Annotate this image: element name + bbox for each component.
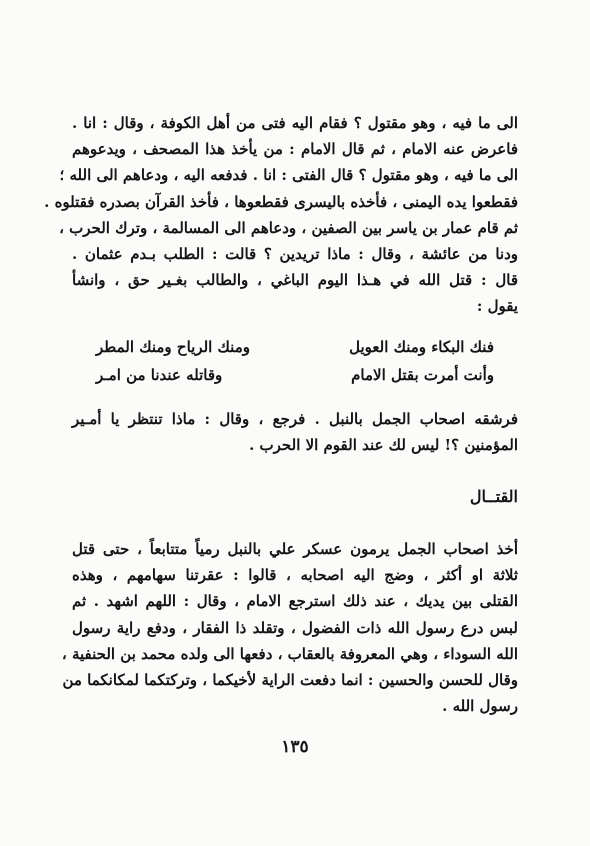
- text-line: يقول :: [476, 297, 518, 316]
- text-line: فرشقه اصحاب الجمل بالنبل . فرجع ، وقال : ماذا تنتظر يا أمـير: [72, 410, 518, 428]
- text-line: رسول الله .: [442, 697, 518, 716]
- verse-first-hemistich: وأنت أمرت بقتل الامام: [351, 366, 494, 384]
- verse-second-hemistich: ومنك الرياح ومنك المطر: [96, 338, 250, 356]
- section-heading: القتــال: [469, 487, 518, 506]
- text-line: ودنا من عائشة ، وقال : ماذا تريدين ؟ قالت : الطلب بـدم عثمان .: [72, 245, 518, 264]
- text-line: الله السوداء ، وهي المعروفة بالعقاب ، دفعها الى ولده محمد بن الحنفية ،: [61, 644, 518, 663]
- text-line: فقطعوا يده اليمنى ، فأخذه باليسرى فقطعوها ، فأخذ القرآن بصدره فقتلوه .: [44, 192, 518, 211]
- verse-first-hemistich: فنك البكاء ومنك العويل: [349, 338, 494, 356]
- paragraph-2: [72, 406, 518, 458]
- text-line: ثم قام عمار بن ياسر بين الصفين ، ودعاهم الى المسالمة ، وترك الحرب ،: [59, 218, 518, 237]
- text-line: الى ما فيه ، وهو مقتول ؟ قال الفتى : انا . فدفعه اليه ، ودعاهم الى الله ؛: [59, 166, 518, 185]
- page-number: ١٣٥: [281, 737, 309, 757]
- text-line: القتلى بين يديك ، عند ذلك استرجع الامام ، وقال : اللهم اشهد . ثم: [72, 592, 518, 611]
- text-line: وقال للحسن والحسين : انما دفعت الراية لأخيكما ، وتركتكما لمكانكما من: [62, 671, 518, 690]
- poem-verse: [96, 333, 494, 361]
- verse-second-hemistich: وقاتله عندنا من امـر: [96, 366, 223, 384]
- text-line: أخذ اصحاب الجمل يرمون عسكر علي بالنبل رمياً متتابعاً ، حتى قتل: [72, 540, 518, 558]
- text-line: المؤمنين ؟! ليس لك عند القوم الا الحرب .: [249, 436, 518, 455]
- paragraph-1: [44, 110, 518, 320]
- text-line: الى ما فيه ، وهو مقتول ؟ فقام اليه فتى من أهل الكوفة ، وقال : انا .: [72, 114, 518, 132]
- poem: [96, 333, 494, 389]
- text-line: لبس درع رسول الله ذات الفضول ، وتقلد ذا الفقار ، ودفع راية رسول: [72, 618, 518, 637]
- paragraph-3: [61, 536, 518, 719]
- text-line: فاعرض عنه الامام ، ثم قال الامام : من يأخذ هذا المصحف ، ويدعوهم: [72, 140, 518, 159]
- poem-verse: [96, 361, 494, 389]
- text-line: قال : قتل الله في هـذا اليوم الباغي ، والطالب بغـير حق ، وانشأ: [72, 271, 518, 290]
- text-line: ثلاثة او أكثر ، وضج اليه اصحابه ، قالوا : عقرتنا سهامهم ، وهذه: [72, 566, 518, 585]
